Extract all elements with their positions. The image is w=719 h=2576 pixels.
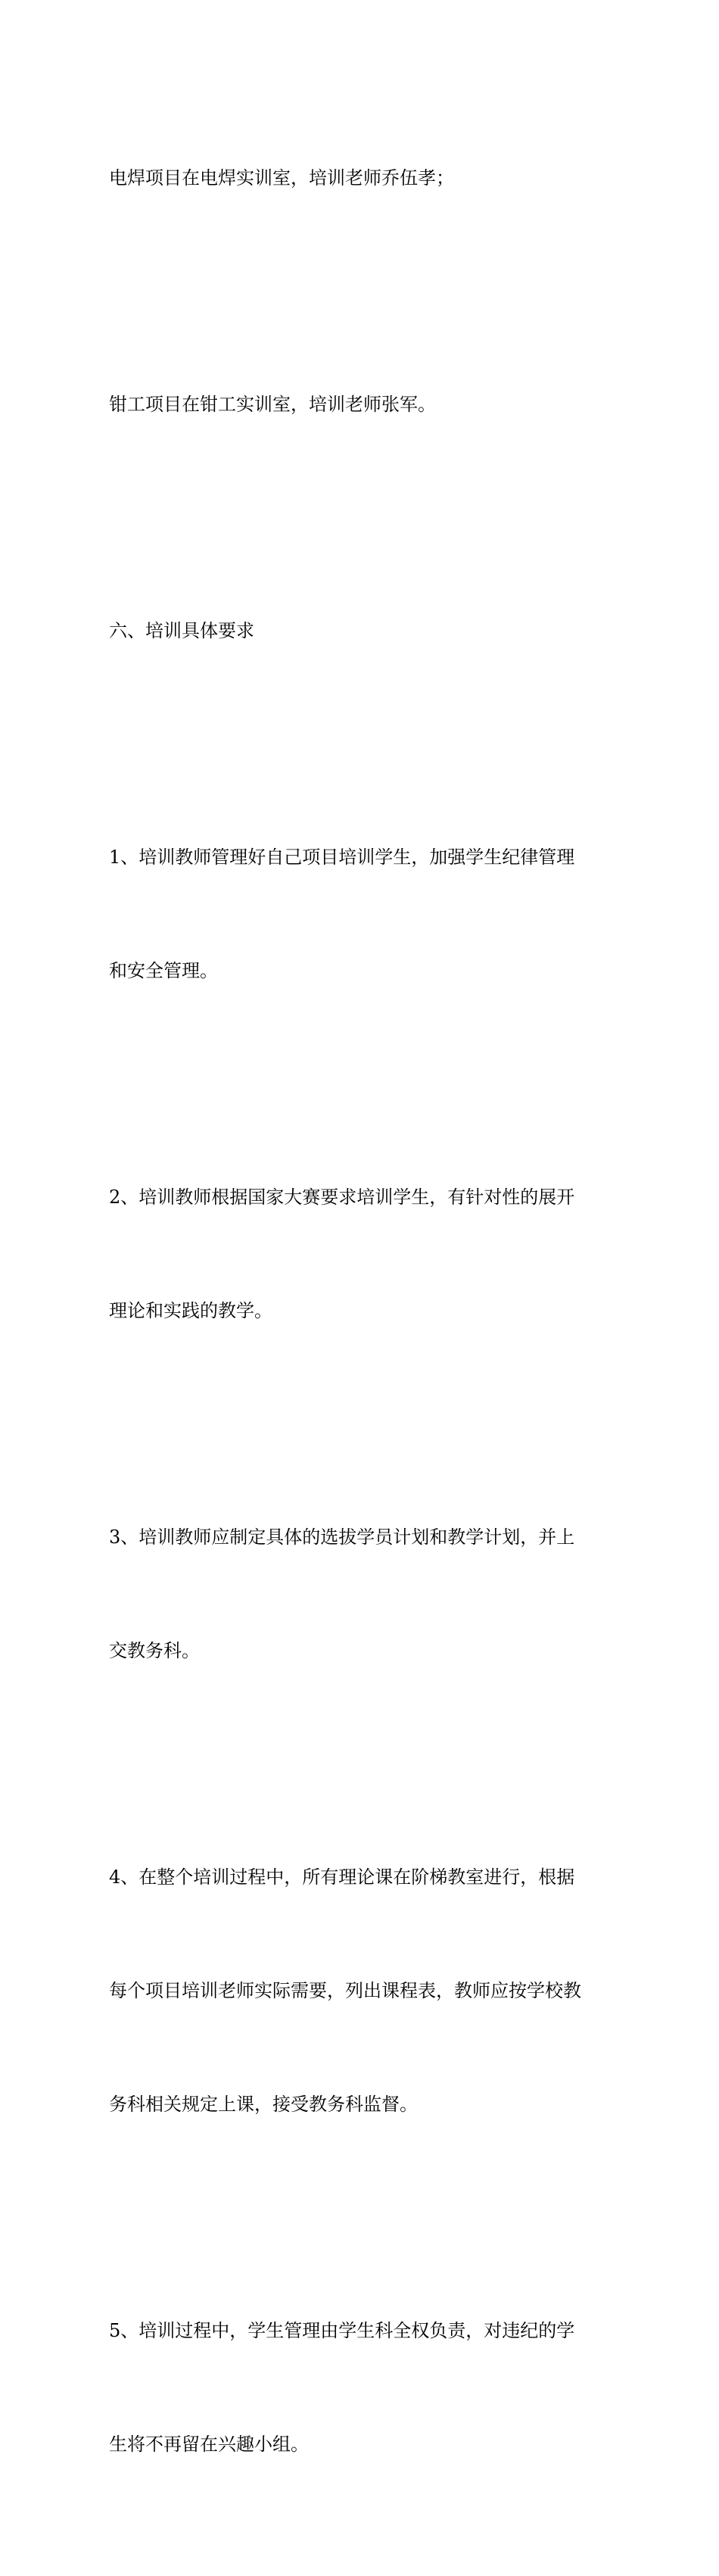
text-line: 4、在整个培训过程中，所有理论课在阶梯教室进行，根据: [109, 1867, 575, 1888]
paragraph-requirement-4: [109, 1782, 624, 2199]
text-line: 六、培训具体要求: [109, 620, 254, 641]
paragraph-requirement-5: [109, 2236, 624, 2539]
text-line: 1、培训教师管理好自己项目培训学生，加强学生纪律管理: [109, 847, 575, 868]
text-line: 生将不再留在兴趣小组。: [109, 2434, 309, 2455]
text-line: 和安全管理。: [109, 960, 218, 981]
text-line: 理论和实践的教学。: [109, 1300, 272, 1321]
text-line: 每个项目培训老师实际需要，列出课程表，教师应按学校教: [109, 1980, 581, 2001]
text-line: 5、培训过程中，学生管理由学生科全权负责，对违纪的学: [109, 2320, 575, 2341]
paragraph-welding-location: [109, 83, 624, 273]
paragraph-requirement-2: [109, 1102, 624, 1405]
paragraph-fitter-location: [109, 310, 624, 499]
text-line: 交教务科。: [109, 1640, 200, 1661]
text-line: 3、培训教师应制定具体的选拔学员计划和教学计划，并上: [109, 1527, 575, 1548]
text-line: 2、培训教师根据国家大赛要求培训学生，有针对性的展开: [109, 1187, 575, 1208]
section-heading-training-requirements: [109, 536, 624, 725]
document-body: [109, 83, 624, 2576]
paragraph-requirement-1: [109, 763, 624, 1065]
text-line: 务科相关规定上课，接受教务科监督。: [109, 2094, 418, 2115]
paragraph-requirement-3: [109, 1442, 624, 1745]
text-line: 电焊项目在电焊实训室，培训老师乔伍孝；: [109, 167, 454, 189]
text-line: 钳工项目在钳工实训室，培训老师张军。: [109, 394, 436, 415]
